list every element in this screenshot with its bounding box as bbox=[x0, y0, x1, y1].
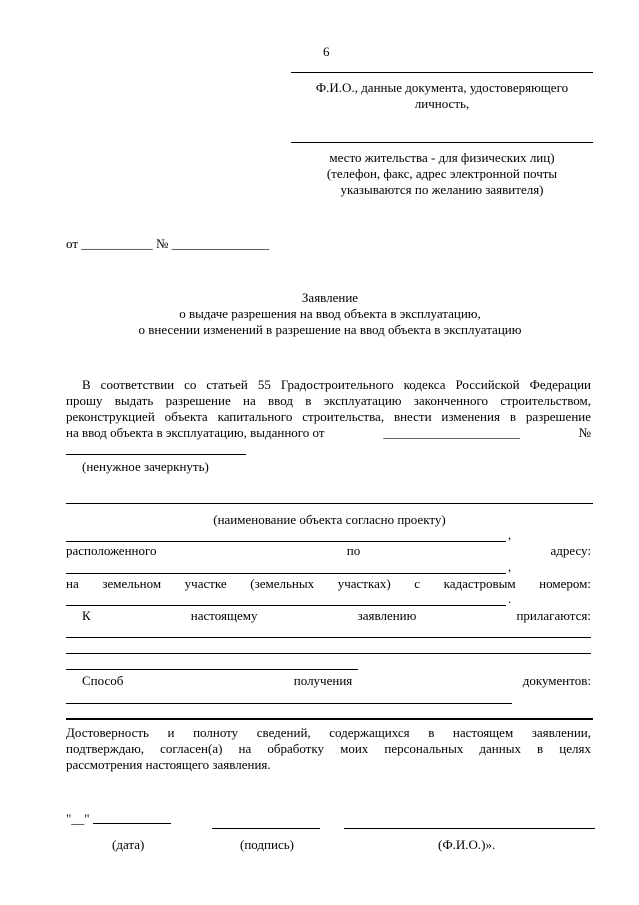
consent-line-1: Достоверность и полноту сведений, содержащихся в настоящем заявлении, bbox=[66, 725, 591, 740]
land-word-7: кадастровым bbox=[443, 576, 516, 591]
attach-word-4: прилагаются: bbox=[516, 608, 591, 623]
header-line-4: (телефон, факс, адрес электронной почты bbox=[326, 166, 558, 181]
attach-word-3: заявлению bbox=[357, 608, 417, 623]
para-line-2: прошу выдать разрешение на ввод в эксплуатацию законченного строительством, bbox=[66, 393, 591, 408]
attach-line-1 bbox=[66, 637, 591, 638]
land-word-2: земельном bbox=[102, 576, 162, 591]
land-word-5: участках) bbox=[337, 576, 391, 591]
address-word-3: адресу: bbox=[550, 543, 591, 558]
date-label: (дата) bbox=[112, 837, 145, 852]
header-line-1: Ф.И.О., данные документа, удостоверяющего bbox=[315, 80, 569, 95]
address-line bbox=[66, 573, 506, 574]
header-fill-line-2 bbox=[291, 142, 593, 143]
doc-title: Заявление bbox=[301, 290, 359, 305]
method-word-3: документов: bbox=[522, 673, 591, 688]
method-line bbox=[66, 703, 512, 704]
attach-line-3 bbox=[66, 669, 358, 670]
method-word-1: Способ bbox=[82, 673, 124, 688]
attach-line-2 bbox=[66, 653, 591, 654]
page-number: 6 bbox=[323, 44, 330, 59]
name-label: (Ф.И.О.)». bbox=[438, 837, 496, 852]
comma-2: , bbox=[508, 559, 512, 574]
date-blank: ___________ bbox=[81, 236, 153, 251]
land-row bbox=[66, 576, 591, 592]
signature-label: (подпись) bbox=[240, 837, 294, 852]
object-name-line-2 bbox=[66, 541, 506, 542]
para-line-3: реконструкцией объекта капитального строительства, внести изменения в разрешение bbox=[66, 409, 591, 424]
para-line-1: В соответствии со статьей 55 Градостроительного кодекса Российской Федерации bbox=[82, 377, 591, 392]
date-sign-line bbox=[93, 823, 171, 824]
consent-line-2: подтверждаю, согласен(а) на обработку моих персональных данных в целях bbox=[66, 741, 591, 756]
para-line-4 bbox=[66, 425, 591, 441]
header-line-3: место жительства - для физических лиц) bbox=[329, 150, 555, 165]
address-word-2: по bbox=[346, 543, 361, 558]
land-word-3: участке bbox=[184, 576, 227, 591]
header-line-2: личность, bbox=[414, 96, 470, 111]
date-number-line bbox=[66, 236, 269, 252]
object-name-line bbox=[66, 503, 593, 504]
doc-title-line-2: о выдаче разрешения на ввод объекта в эксплуатацию, bbox=[179, 306, 481, 321]
land-word-1: на bbox=[66, 576, 79, 591]
attach-word-2: настоящему bbox=[190, 608, 258, 623]
consent-line-3: рассмотрения настоящего заявления. bbox=[66, 757, 271, 772]
attach-row bbox=[82, 608, 591, 624]
issued-number-sign: № bbox=[578, 425, 591, 440]
attach-word-1: К bbox=[82, 608, 91, 623]
method-row bbox=[82, 673, 591, 689]
doc-title-line-3: о внесении изменений в разрешение на ввод объекта в эксплуатацию bbox=[138, 322, 522, 337]
para-line-4-text: на ввод объекта в эксплуатацию, выданного от bbox=[66, 425, 325, 440]
header-line-5: указываются по желанию заявителя) bbox=[340, 182, 544, 197]
permit-number-line bbox=[66, 454, 246, 455]
strike-note: (ненужное зачеркнуть) bbox=[82, 459, 209, 474]
number-blank: _______________ bbox=[171, 236, 270, 251]
land-word-6: с bbox=[414, 576, 421, 591]
separator-line bbox=[66, 718, 593, 720]
issued-date-blank: _____________________ bbox=[383, 425, 520, 440]
signature-line bbox=[212, 828, 320, 829]
address-word-1: расположенного bbox=[66, 543, 157, 558]
number-sign: № bbox=[156, 236, 169, 251]
object-caption: (наименование объекта согласно проекту) bbox=[213, 512, 446, 527]
land-word-8: номером: bbox=[539, 576, 591, 591]
quote-date: "__" bbox=[66, 811, 90, 826]
cadastral-line bbox=[66, 605, 506, 606]
land-word-4: (земельных bbox=[250, 576, 315, 591]
comma-1: , bbox=[508, 527, 512, 542]
name-sign-line bbox=[344, 828, 595, 829]
from-label: от bbox=[66, 236, 79, 251]
method-word-2: получения bbox=[293, 673, 353, 688]
header-fill-line-1 bbox=[291, 72, 593, 73]
period-1: . bbox=[508, 591, 512, 606]
address-row bbox=[66, 543, 591, 559]
